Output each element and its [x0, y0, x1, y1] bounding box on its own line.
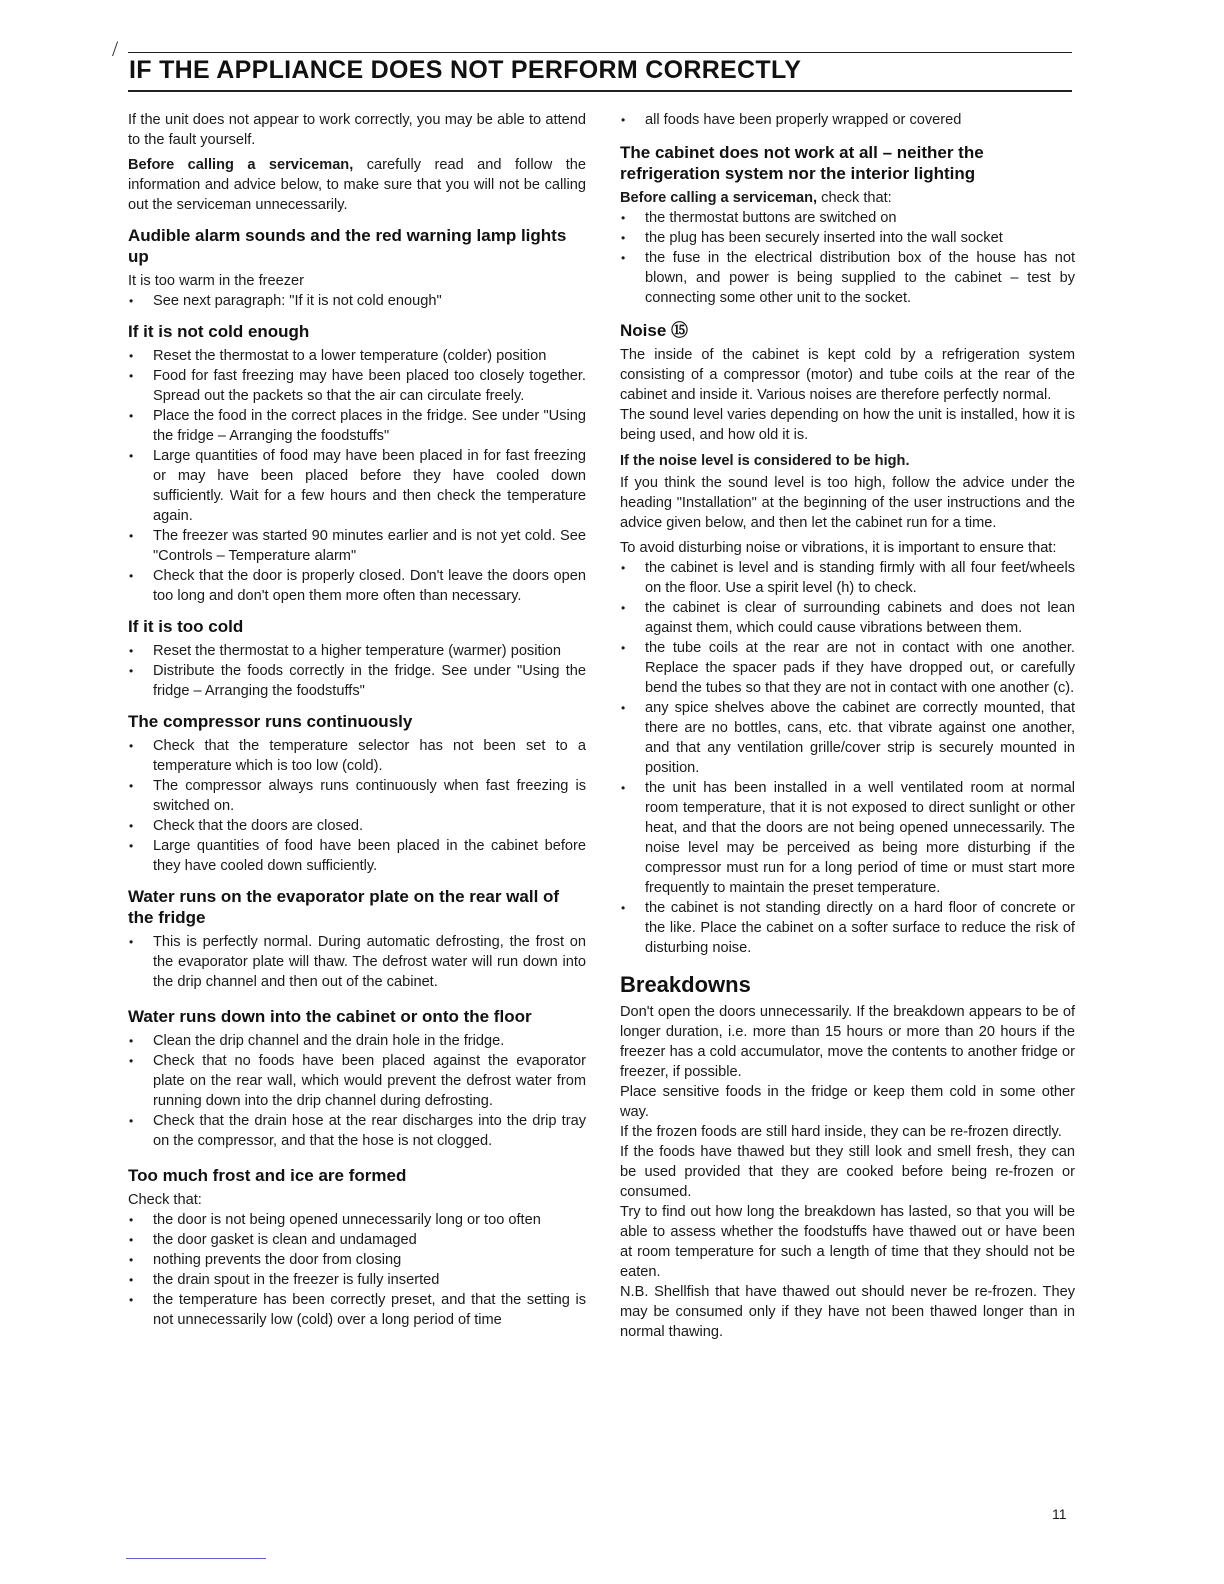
noise-paragraph-4: To avoid disturbing noise or vibrations, it is important to ensure that:: [620, 540, 1057, 556]
list-item: • Reset the thermostat to a higher temperature (warmer) position: [128, 641, 586, 661]
lead-text: check that:: [817, 190, 892, 206]
noise-paragraph-3: If you think the sound level is too high, follow the advice under the heading "Installation" at the beginning of the user instructions and the advice given below, and then let the cabinet run for a time.: [620, 475, 1075, 531]
breakdowns-paragraph: If the frozen foods are still hard inside, they can be re-frozen directly.: [620, 1124, 1062, 1140]
title-rule: [128, 90, 1072, 92]
list-item: • The freezer was started 90 minutes earlier and is not yet cold. See "Controls – Temperature alarm": [128, 526, 586, 566]
list-item: • the drain spout in the freezer is fully inserted: [128, 1270, 586, 1290]
intro-paragraph: If the unit does not appear to work correctly, you may be able to attend to the fault yourself.: [128, 112, 586, 148]
list-item: • any spice shelves above the cabinet are correctly mounted, that there are no bottles, cans, etc. that vibrate against one another, and that any ventilation grille/cover strip is securely mounted in position.: [620, 698, 1075, 778]
list-evaporator: [128, 932, 586, 992]
list-item: • Food for fast freezing may have been placed too closely together. Spread out the packets so that the air can circulate freely.: [128, 366, 586, 406]
section-lead-not-working: [620, 188, 1075, 208]
section-heading-alarm: Audible alarm sounds and the red warning lamp lights up: [128, 226, 567, 266]
list-item: • the thermostat buttons are switched on: [620, 208, 1075, 228]
list-item: • the cabinet is level and is standing firmly with all four feet/wheels on the floor. Use a spirit level (h) to check.: [620, 558, 1075, 598]
intro-advice-text: carefully read and follow the information and advice below, to make sure that you will not be calling out the serviceman unnecessarily.: [128, 157, 586, 213]
bold-lead: Before calling a serviceman,: [620, 190, 818, 206]
list-item: • Check that the temperature selector has not been set to a temperature which is too low (cold).: [128, 736, 586, 776]
section-heading-evaporator: Water runs on the evaporator plate on the rear wall of the fridge: [128, 887, 560, 927]
footer-line: [126, 1558, 266, 1559]
section-heading-breakdowns: Breakdowns: [620, 972, 751, 997]
list-too-cold: [128, 641, 586, 701]
list-item: • the cabinet is clear of surrounding cabinets and does not lean against them, which could cause vibrations between them.: [620, 598, 1075, 638]
list-item: • the plug has been securely inserted into the wall socket: [620, 228, 1075, 248]
section-heading-not-working: The cabinet does not work at all – neither the refrigeration system nor the interior lighting: [620, 143, 984, 183]
list-item: • all foods have been properly wrapped or covered: [620, 110, 1075, 130]
list-item: • This is perfectly normal. During automatic defrosting, the frost on the evaporator plate will thaw. The defrost water will run down into the drip channel and then out of the cabinet.: [128, 932, 586, 992]
noise-heading-text: Noise: [620, 321, 667, 340]
list-item: • Check that the drain hose at the rear discharges into the drip tray on the compressor, and that the hose is not clogged.: [128, 1111, 586, 1151]
section-heading-noise: [620, 320, 1075, 341]
list-item: • the fuse in the electrical distribution box of the house has not blown, and power is being supplied to the cabinet – test by connecting some other unit to the socket.: [620, 248, 1075, 308]
list-item: • Check that no foods have been placed against the evaporator plate on the rear wall, which would prevent the defrost water from running down into the drip channel during defrosting.: [128, 1051, 586, 1111]
list-item: • the cabinet is not standing directly on a hard floor of concrete or the like. Place the cabinet on a softer surface to reduce the risk of disturbing noise.: [620, 898, 1075, 958]
list-item: • Check that the door is properly closed. Don't leave the doors open too long and don't open them more often than necessary.: [128, 566, 586, 606]
list-alarm: [128, 291, 586, 311]
list-frost: [128, 1210, 586, 1330]
list-item: • the tube coils at the rear are not in contact with one another. Replace the spacer pads if they have dropped out, or carefully bend the tubes so that they are not in contact with one another (c).: [620, 638, 1075, 698]
section-text-frost: Check that:: [128, 1192, 202, 1208]
list-item: • Large quantities of food have been placed in the cabinet before they have cooled down sufficiently.: [128, 836, 586, 876]
list-compressor: [128, 736, 586, 876]
list-item: • Distribute the foods correctly in the fridge. See under "Using the fridge – Arranging the foodstuffs": [128, 661, 586, 701]
list-noise: [620, 558, 1075, 958]
section-heading-frost: Too much frost and ice are formed: [128, 1166, 407, 1185]
right-column: [620, 110, 1075, 1342]
list-item: • The compressor always runs continuously when fast freezing is switched on.: [128, 776, 586, 816]
intro-advice: [128, 155, 586, 215]
left-column: [128, 110, 586, 1330]
section-heading-compressor: The compressor runs continuously: [128, 712, 413, 731]
list-item: • Large quantities of food may have been placed in for fast freezing or may have been placed before they have cooled down sufficiently. Wait for a few hours and then check the temperature again.: [128, 446, 586, 526]
list-not-working: [620, 208, 1075, 308]
noise-paragraph-1: The inside of the cabinet is kept cold by a refrigeration system consisting of a compressor (motor) and tube coils at the rear of the cabinet and inside it. Various noises are therefore perfectly normal.: [620, 347, 1075, 403]
breakdowns-paragraph: Place sensitive foods in the fridge or keep them cold in some other way.: [620, 1084, 1075, 1120]
figure-ref-15: ⑮: [671, 321, 689, 340]
noise-paragraph-2: The sound level varies depending on how the unit is installed, how it is being used, and how old it is.: [620, 407, 1075, 443]
breakdowns-paragraph: Try to find out how long the breakdown has lasted, so that you will be able to assess whether the foodstuffs have thawed out or have been at room temperature for such a length of time that they should not be eaten.: [620, 1204, 1075, 1280]
list-item: • nothing prevents the door from closing: [128, 1250, 586, 1270]
breakdowns-paragraph: N.B. Shellfish that have thawed out should never be re-frozen. They may be consumed only if they have not been thawed longer than in normal thawing.: [620, 1284, 1075, 1340]
section-heading-not-cold: If it is not cold enough: [128, 322, 310, 341]
section-text-alarm: It is too warm in the freezer: [128, 273, 305, 289]
list-item: • the unit has been installed in a well ventilated room at normal room temperature, that it is not exposed to direct sunlight or other heat, and that the doors are not being opened unnecessarily. The noise level may be perceived as being more disturbing if the compressor must run for a long period of time or must start more frequently to maintain the preset temperature.: [620, 778, 1075, 898]
list-continued: [620, 110, 1075, 130]
list-item: • Clean the drip channel and the drain hole in the fridge.: [128, 1031, 586, 1051]
list-item: • Reset the thermostat to a lower temperature (colder) position: [128, 346, 586, 366]
list-item: • Place the food in the correct places in the fridge. See under "Using the fridge – Arranging the foodstuffs": [128, 406, 586, 446]
list-water-floor: [128, 1031, 586, 1151]
breakdowns-paragraph: Don't open the doors unnecessarily. If the breakdown appears to be of longer duration, i.e. more than 15 hours or more than 20 hours if the freezer has a cold accumulator, move the contents to another fridge or freezer, if possible.: [620, 1004, 1075, 1080]
list-item: • See next paragraph: "If it is not cold enough": [128, 291, 586, 311]
page-mark: /: [112, 36, 119, 61]
top-rule: [128, 52, 1072, 53]
page-title: IF THE APPLIANCE DOES NOT PERFORM CORRECTLY: [129, 56, 802, 84]
noise-subheading: If the noise level is considered to be high.: [620, 453, 910, 469]
breakdowns-paragraph: If the foods have thawed but they still look and smell fresh, they can be used provided that they are cooked before being re-frozen or consumed.: [620, 1144, 1075, 1200]
list-item: • the door gasket is clean and undamaged: [128, 1230, 586, 1250]
list-item: • the door is not being opened unnecessarily long or too often: [128, 1210, 586, 1230]
section-heading-water-floor: Water runs down into the cabinet or onto the floor: [128, 1007, 532, 1026]
list-not-cold: [128, 346, 586, 606]
section-heading-too-cold: If it is too cold: [128, 617, 244, 636]
list-item: • Check that the doors are closed.: [128, 816, 586, 836]
page-number: 11: [1052, 1506, 1067, 1522]
list-item: • the temperature has been correctly preset, and that the setting is not unnecessarily low (cold) over a long period of time: [128, 1290, 586, 1330]
intro-bold-lead: Before calling a serviceman,: [128, 157, 354, 173]
